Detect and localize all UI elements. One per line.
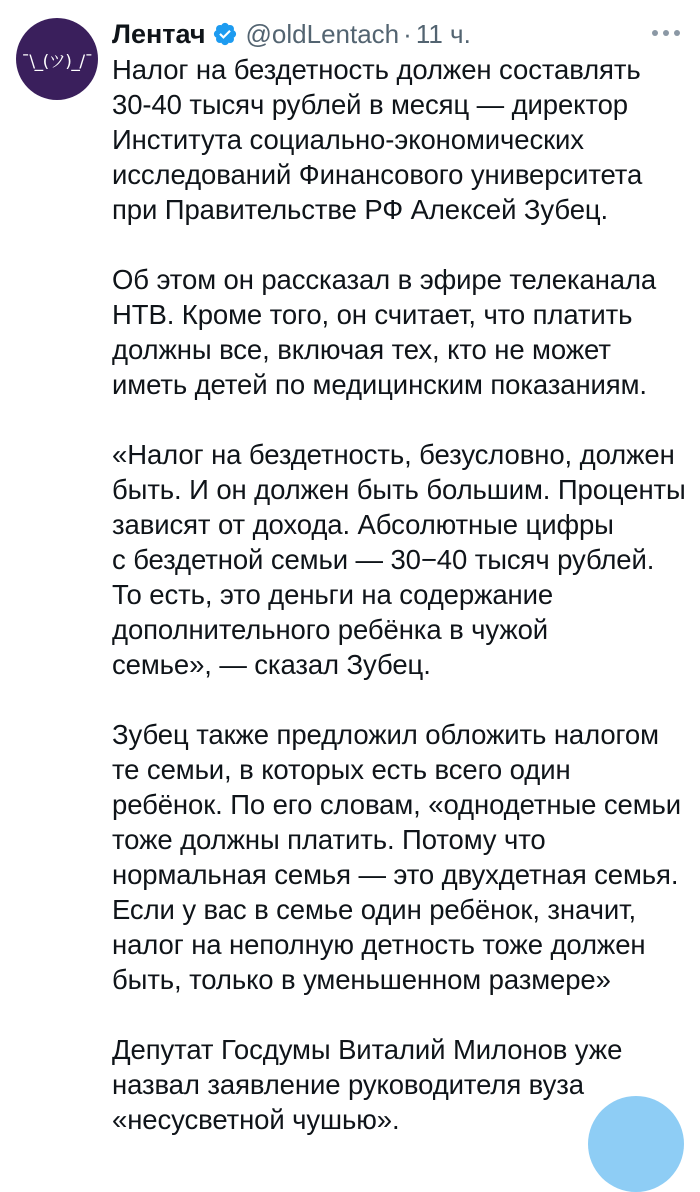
- tweet-paragraph: Налог на бездетность должен составлять 30-40 тысяч рублей в месяц — директор Института социально-экономических исследований Финансового университета при Правительстве РФ Алексей Зубец.: [112, 54, 643, 225]
- avatar[interactable]: [16, 18, 98, 100]
- dot: [674, 30, 680, 36]
- author-name[interactable]: Лентач: [112, 18, 206, 49]
- tweet-paragraph: Об этом он рассказал в эфире телеканала НТВ. Кроме того, он считает, что платить должны все, включая тех, кто не может иметь детей по медицинским показаниям.: [112, 264, 657, 400]
- tweet-text: [112, 52, 688, 1172]
- verified-badge-icon: [212, 21, 238, 47]
- separator-dot: ·: [403, 18, 412, 49]
- timestamp[interactable]: 11 ч.: [415, 18, 471, 49]
- author-handle[interactable]: @oldLentach: [245, 18, 400, 49]
- more-dots-icon[interactable]: [652, 18, 680, 48]
- tweet-paragraph: «Налог на бездетность, безусловно, должен быть. И он должен быть большим. Проценты зависят от дохода. Абсолютные цифры с бездетной семьи — 30−40 тысяч рублей. То есть, это деньги на содержание дополнительного ребёнка в чужой семье», — сказал Зубец.: [112, 439, 686, 680]
- tweet-header: [112, 14, 680, 54]
- dot: [652, 30, 658, 36]
- dot: [663, 30, 669, 36]
- tweet-paragraph: Депутат Госдумы Виталий Милонов уже назвал заявление руководителя вуза «несусветной чушью».: [112, 1034, 623, 1135]
- avatar-logo: ¯\_(ツ)_/¯: [21, 51, 93, 72]
- compose-button[interactable]: [588, 1096, 684, 1192]
- tweet-paragraph: Зубец также предложил обложить налогом те семьи, в которых есть всего один ребёнок. По его словам, «однодетные семьи тоже должны платить. Потому что нормальная семья — это двухдетная семья. Если у вас в семье один ребёнок, значит, налог на неполную детность тоже должен быть, только в уменьшенном размере»: [112, 719, 682, 995]
